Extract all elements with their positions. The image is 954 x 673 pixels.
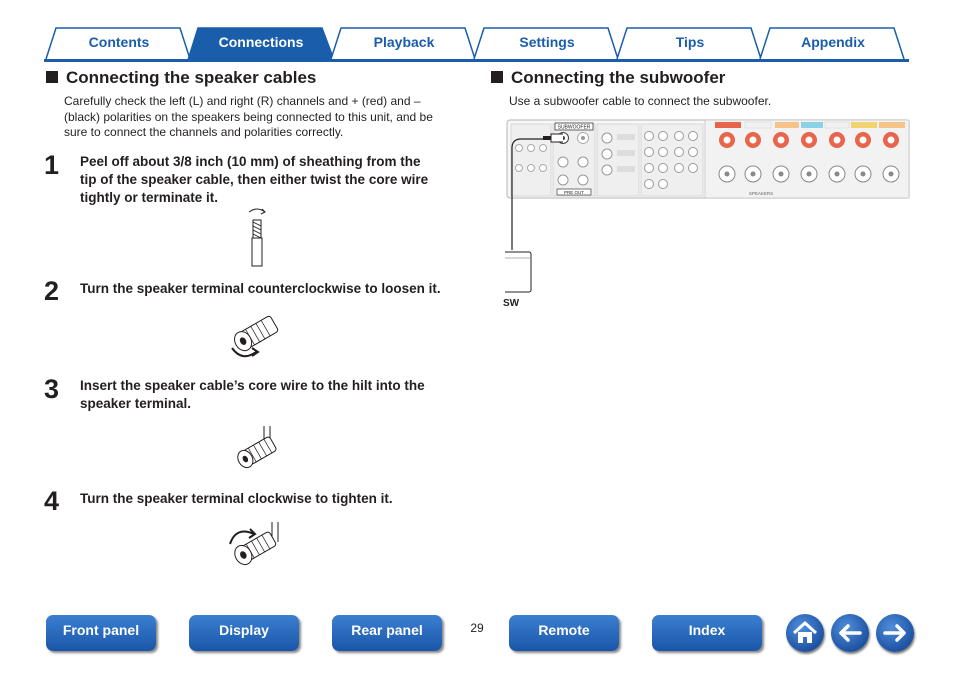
tab-contents[interactable]: Contents	[44, 26, 194, 60]
step-2-text: Turn the speaker terminal counterclockwise to loosen it.	[80, 281, 441, 296]
terminal-loosen-illustration	[222, 308, 286, 364]
arrow-right-icon	[881, 619, 909, 647]
speakers-label: SPEAKERS	[748, 191, 774, 196]
tab-playback[interactable]: Playback	[329, 26, 479, 60]
page-number: 29	[470, 621, 484, 635]
pre-out-label: PRE OUT	[563, 190, 585, 195]
front-panel-button[interactable]: Front panel	[46, 615, 156, 651]
step-number: 2	[44, 276, 60, 306]
tab-connections[interactable]: Connections	[186, 26, 336, 60]
subwoofer-intro: Use a subwoofer cable to connect the subwoofer.	[509, 94, 772, 108]
rear-panel-button[interactable]: Rear panel	[332, 615, 442, 651]
tab-bar	[44, 26, 909, 62]
home-icon	[791, 619, 819, 647]
subwoofer-jack-label: SUBWOOFER	[557, 124, 591, 131]
terminal-tighten-illustration	[222, 520, 286, 572]
tab-tips[interactable]: Tips	[615, 26, 765, 60]
section-title-speaker-cables: Connecting the speaker cables	[46, 68, 316, 88]
home-button[interactable]	[786, 614, 824, 652]
subwoofer-label: SW	[502, 298, 520, 309]
stripped-wire-illustration	[240, 204, 274, 268]
square-bullet-icon	[491, 71, 503, 83]
back-button[interactable]	[831, 614, 869, 652]
forward-button[interactable]	[876, 614, 914, 652]
display-button[interactable]: Display	[189, 615, 299, 651]
arrow-left-icon	[836, 619, 864, 647]
rear-panel-illustration	[505, 118, 911, 312]
tab-underline	[44, 59, 909, 62]
step-4-text: Turn the speaker terminal clockwise to tighten it.	[80, 491, 393, 506]
step-number: 4	[44, 486, 60, 516]
step-1-text: Peel off about 3/8 inch (10 mm) of sheathing from the tip of the speaker cable, then either twist the core wire tightly or terminate it.	[80, 154, 429, 205]
step-number: 3	[44, 374, 60, 404]
tab-appendix[interactable]: Appendix	[758, 26, 908, 60]
index-button[interactable]: Index	[652, 615, 762, 651]
section-title-subwoofer: Connecting the subwoofer	[491, 68, 725, 88]
square-bullet-icon	[46, 71, 58, 83]
step-3-text: Insert the speaker cable’s core wire to the hilt into the speaker terminal.	[80, 378, 425, 411]
speaker-intro: Carefully check the left (L) and right (R) channels and + (red) and – (black) polarities on the speakers being connected to this unit, and be sure to connect the channels and polarities correctly.	[64, 94, 433, 139]
tab-settings[interactable]: Settings	[472, 26, 622, 60]
terminal-insert-wire-illustration	[226, 424, 282, 476]
remote-button[interactable]: Remote	[509, 615, 619, 651]
step-number: 1	[44, 150, 60, 180]
